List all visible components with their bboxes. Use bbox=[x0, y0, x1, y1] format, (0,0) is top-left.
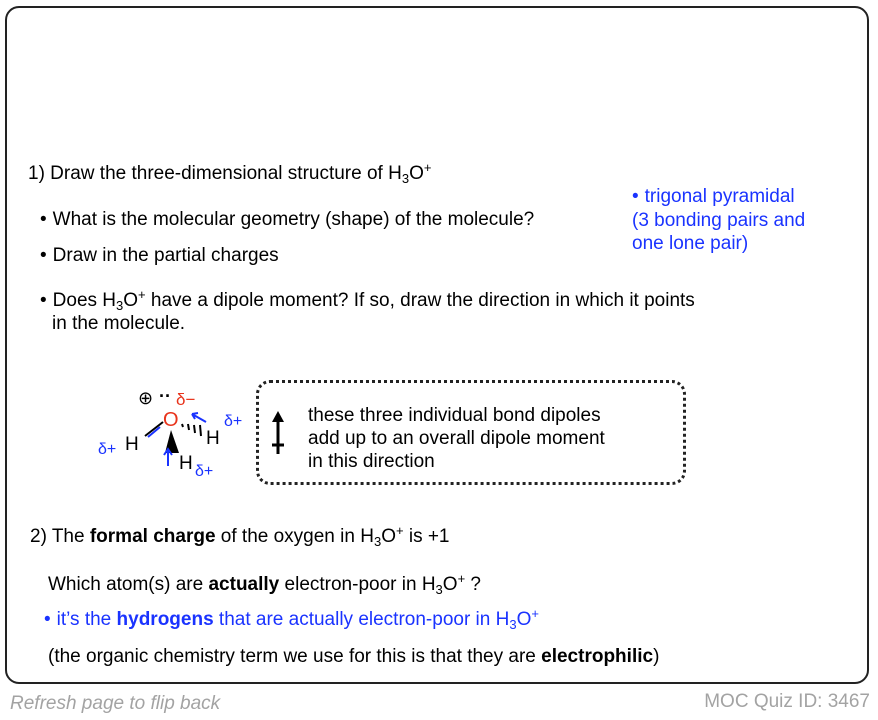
delta-plus-right: δ+ bbox=[224, 413, 243, 430]
answer-geometry-line3: one lone pair) bbox=[632, 233, 749, 254]
electrophilic-note: (the organic chemistry term we use for this is that they are electrophilic) bbox=[48, 646, 660, 667]
formal-charge-symbol: ⊕ bbox=[138, 388, 154, 408]
h3o-molecule-structure bbox=[90, 380, 250, 485]
delta-minus-label: δ− bbox=[176, 390, 196, 409]
hashed-bond-right bbox=[182, 424, 201, 436]
quiz-id-label: MOC Quiz ID: 3467 bbox=[704, 691, 870, 712]
bond-o-h-left bbox=[145, 422, 163, 436]
hydrogen-bottom: H bbox=[179, 453, 193, 474]
question-2: 2) The formal charge of the oxygen in $H_3O^+$ is +1 bbox=[30, 523, 450, 549]
net-dipole-arrow-icon bbox=[268, 410, 288, 460]
hydrogen-right: H bbox=[206, 428, 220, 449]
bullet-dipole-line2: in the molecule. bbox=[52, 313, 186, 334]
answer-hydrogens: • it’s the hydrogens that are actually electron-poor in $H_3O^+$ bbox=[44, 609, 539, 631]
bullet-partial-charges: • Draw in the partial charges bbox=[40, 245, 279, 267]
bullet-dipole: • Does $H_3O^+$ have a dipole moment? If so, draw the direction in which it points bbox=[40, 290, 695, 312]
delta-plus-bottom: δ+ bbox=[195, 463, 214, 480]
dipole-arrow-bottom bbox=[164, 449, 172, 466]
hydrogen-left: H bbox=[125, 434, 139, 455]
dipole-box-line1: these three individual bond dipoles bbox=[308, 405, 601, 426]
lone-pair-dots: ·· bbox=[159, 386, 171, 406]
delta-plus-left: δ+ bbox=[98, 441, 117, 458]
bullet-geometry: • What is the molecular geometry (shape) of the molecule? bbox=[40, 209, 534, 231]
question-2b: Which atom(s) are actually electron-poor in $H_3O^+$ ? bbox=[48, 571, 482, 597]
dipole-arrow-right bbox=[192, 413, 206, 422]
dipole-box-line3: in this direction bbox=[308, 451, 435, 472]
answer-geometry-line2: (3 bonding pairs and bbox=[632, 210, 806, 231]
oxygen-atom: O bbox=[163, 409, 179, 431]
answer-geometry-line1: • trigonal pyramidal bbox=[632, 186, 795, 208]
refresh-hint-link[interactable]: Refresh page to flip back bbox=[10, 693, 221, 714]
dipole-box-line2: add up to an overall dipole moment bbox=[308, 428, 605, 449]
question-1: 1) Draw the three-dimensional structure of $H_3O^+$ bbox=[28, 160, 432, 186]
